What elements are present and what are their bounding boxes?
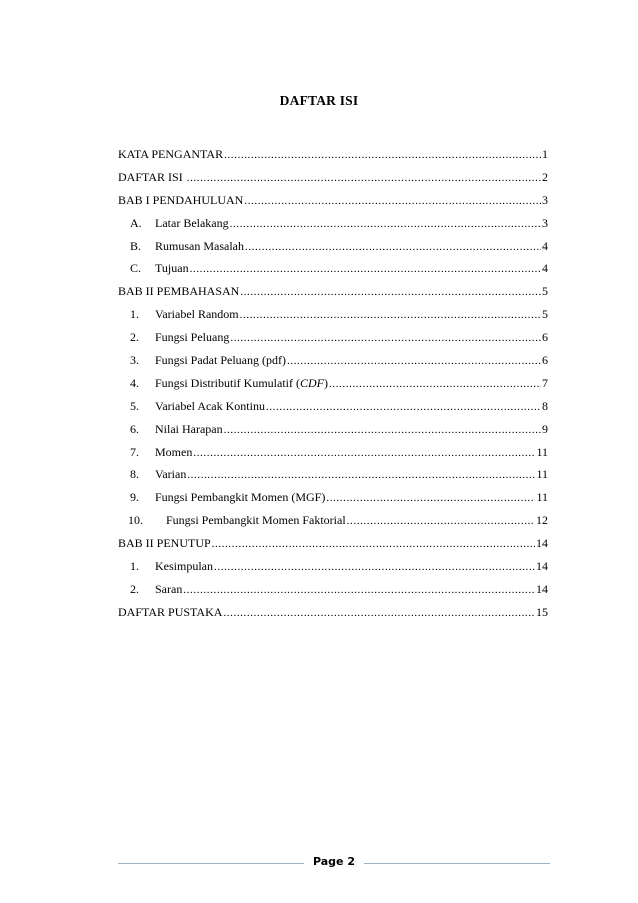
toc-entry-fungsi-peluang[interactable] xyxy=(118,326,548,349)
toc-entry-page: 7 xyxy=(542,375,548,390)
toc-leader-dots xyxy=(266,396,541,419)
toc-entry-number: 2. xyxy=(130,330,139,345)
toc-leader-dots xyxy=(187,464,535,487)
toc-leader-dots xyxy=(244,190,541,213)
toc-leader-dots xyxy=(187,167,541,190)
toc-entry-number: 10. xyxy=(128,513,143,528)
toc-entry-number: 2. xyxy=(130,581,139,596)
toc-entry-number: 3. xyxy=(130,353,139,368)
toc-entry-page: 14 xyxy=(536,559,548,574)
toc-leader-dots xyxy=(230,213,541,236)
toc-entry-page: 11 xyxy=(536,490,548,505)
toc-entry-label: Kesimpulan xyxy=(155,559,213,574)
toc-entry-page: 3 xyxy=(542,192,548,207)
toc-entry-kata-pengantar[interactable] xyxy=(118,143,548,166)
toc-entry-page: 6 xyxy=(542,353,548,368)
toc-entry-kesimpulan[interactable] xyxy=(118,555,548,578)
toc-entry-label: DAFTAR ISI xyxy=(118,169,186,184)
toc-leader-dots xyxy=(183,579,535,602)
toc-entry-number: 8. xyxy=(130,467,139,482)
toc-entry-fungsi-padat-peluang[interactable] xyxy=(118,349,548,372)
toc-entry-label: Nilai Harapan xyxy=(155,421,223,436)
toc-entry-label: Saran xyxy=(155,581,183,596)
toc-leader-dots xyxy=(214,556,535,579)
toc-entry-page: 11 xyxy=(536,444,548,459)
toc-entry-label: DAFTAR PUSTAKA xyxy=(118,604,223,619)
toc-entry-label: Fungsi Peluang xyxy=(155,330,230,345)
toc-entry-number: 6. xyxy=(130,421,139,436)
toc-leader-dots xyxy=(212,533,535,556)
toc-entry-page: 4 xyxy=(542,238,548,253)
toc-entry-momen[interactable] xyxy=(118,441,548,464)
toc-entry-label: Latar Belakang xyxy=(155,215,229,230)
toc-entry-page: 3 xyxy=(542,215,548,230)
toc-entry-label: Fungsi Pembangkit Momen Faktorial xyxy=(166,513,346,528)
toc-entry-fungsi-pembangkit-momen[interactable] xyxy=(118,486,548,509)
toc-leader-dots xyxy=(329,373,541,396)
toc-entry-bab-2[interactable] xyxy=(118,280,548,303)
toc-entry-page: 1 xyxy=(542,147,548,161)
toc-entry-bab-1[interactable] xyxy=(118,189,548,212)
toc-entry-label: Momen xyxy=(155,444,193,459)
toc-entry-label: BAB I PENDAHULUAN xyxy=(118,192,244,207)
toc-entry-nilai-harapan[interactable] xyxy=(118,418,548,441)
toc-entry-label: BAB II PENUTUP xyxy=(118,536,211,551)
toc-entry-varian[interactable] xyxy=(118,463,548,486)
toc-entry-page: 8 xyxy=(542,398,548,413)
toc-entry-label: Variabel Acak Kontinu xyxy=(155,398,265,413)
toc-entry-label: KATA PENGANTAR xyxy=(118,147,224,161)
toc-entry-page: 4 xyxy=(542,261,548,276)
footer-divider-right xyxy=(364,863,550,864)
toc-entry-number: 1. xyxy=(130,307,139,322)
table-of-contents xyxy=(118,143,548,624)
toc-entry-fungsi-distributif-kumulatif[interactable] xyxy=(118,372,548,395)
toc-leader-dots xyxy=(193,442,535,465)
toc-entry-rumusan-masalah[interactable] xyxy=(118,235,548,258)
toc-leader-dots xyxy=(223,602,535,625)
toc-entry-label: Varian xyxy=(155,467,187,482)
toc-entry-label: Tujuan xyxy=(155,261,189,276)
toc-entry-number: A. xyxy=(130,215,142,230)
toc-entry-page: 9 xyxy=(542,421,548,436)
toc-leader-dots xyxy=(240,281,541,304)
toc-entry-latar-belakang[interactable] xyxy=(118,212,548,235)
toc-leader-dots xyxy=(347,510,535,533)
toc-entry-page: 5 xyxy=(542,284,548,299)
toc-entry-page: 6 xyxy=(542,330,548,345)
toc-leader-dots xyxy=(224,419,541,442)
toc-leader-dots xyxy=(230,327,541,350)
toc-entry-page: 12 xyxy=(536,513,548,528)
toc-entry-label-italic: CDF xyxy=(300,375,324,390)
toc-entry-number: 9. xyxy=(130,490,139,505)
toc-entry-variabel-acak-kontinu[interactable] xyxy=(118,395,548,418)
toc-leader-dots xyxy=(245,236,541,259)
toc-entry-label xyxy=(155,372,328,395)
toc-entry-bab-penutup[interactable] xyxy=(118,532,548,555)
toc-leader-dots xyxy=(190,258,541,281)
toc-entry-page: 5 xyxy=(542,307,548,322)
toc-entry-fungsi-pembangkit-momen-faktorial[interactable] xyxy=(118,509,548,532)
toc-entry-label-text: Fungsi Distributif Kumulatif ( xyxy=(155,375,300,390)
toc-entry-number: 4. xyxy=(130,375,139,390)
toc-entry-number: C. xyxy=(130,261,142,276)
toc-entry-number: 5. xyxy=(130,398,139,413)
toc-entry-page: 15 xyxy=(536,604,548,619)
toc-leader-dots xyxy=(287,350,541,373)
toc-entry-label: Fungsi Padat Peluang (pdf) xyxy=(155,353,286,368)
toc-entry-number: 7. xyxy=(130,444,139,459)
toc-entry-tujuan[interactable] xyxy=(118,257,548,280)
toc-entry-page: 11 xyxy=(536,467,548,482)
toc-entry-label: Rumusan Masalah xyxy=(155,238,244,253)
toc-entry-label-text: ) xyxy=(324,375,328,390)
page-title: DAFTAR ISI xyxy=(279,93,359,108)
toc-entry-number: B. xyxy=(130,238,142,253)
toc-entry-label: Fungsi Pembangkit Momen (MGF) xyxy=(155,490,326,505)
page-footer xyxy=(118,857,550,871)
toc-entry-number: 1. xyxy=(130,559,139,574)
toc-entry-page: 2 xyxy=(542,169,548,184)
toc-entry-variabel-random[interactable] xyxy=(118,303,548,326)
page-number: Page 2 xyxy=(312,855,355,868)
toc-leader-dots xyxy=(240,304,541,327)
toc-leader-dots xyxy=(224,144,541,167)
toc-entry-page: 14 xyxy=(536,536,548,551)
toc-entry-label: Variabel Random xyxy=(155,307,239,322)
toc-entry-daftar-pustaka[interactable] xyxy=(118,601,548,624)
toc-entry-saran[interactable] xyxy=(118,578,548,601)
toc-entry-label: BAB II PEMBAHASAN xyxy=(118,284,240,299)
toc-entry-daftar-isi[interactable] xyxy=(118,166,548,189)
toc-entry-page: 14 xyxy=(536,581,548,596)
toc-leader-dots xyxy=(326,487,535,510)
footer-divider-left xyxy=(118,863,304,864)
